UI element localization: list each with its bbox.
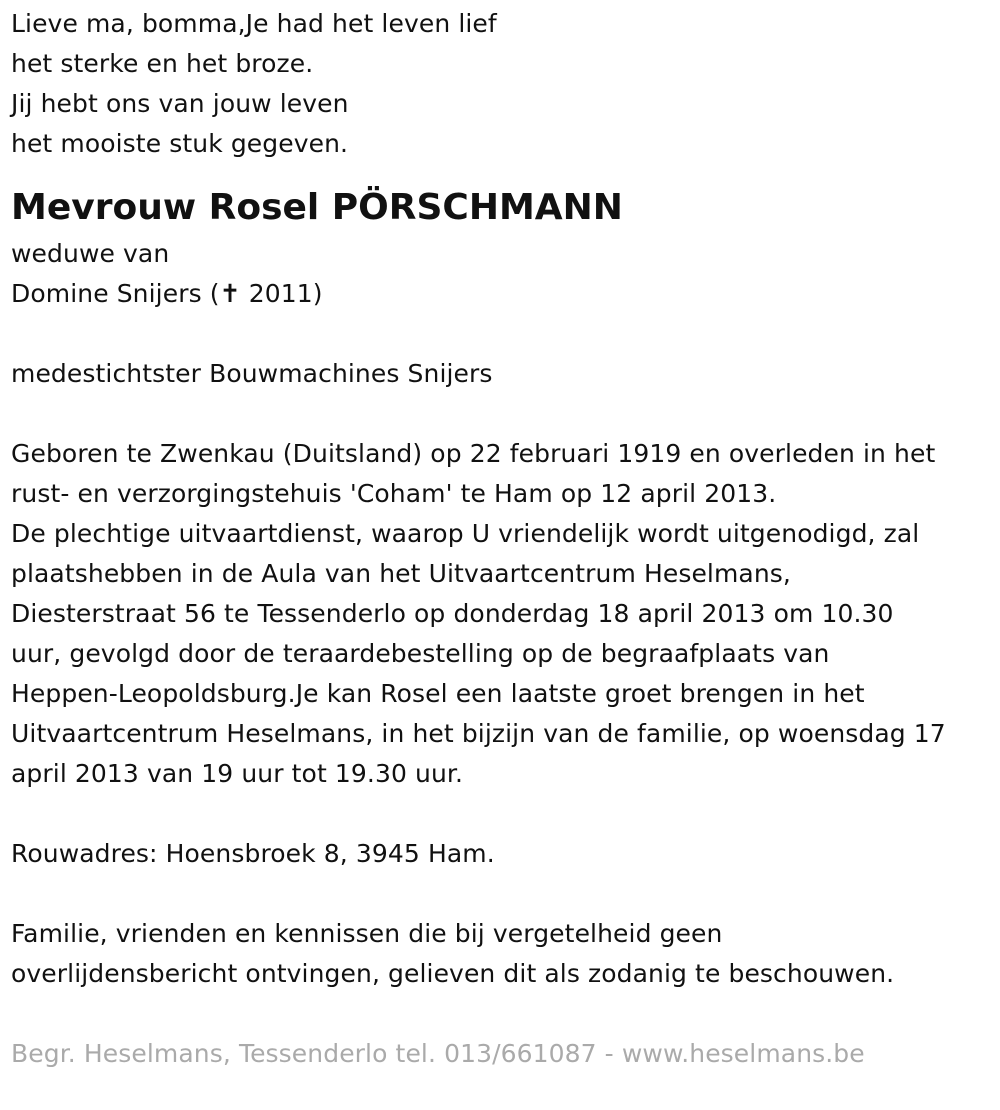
- spacer: [11, 314, 996, 354]
- mourning-address: Rouwadres: Hoensbroek 8, 3945 Ham.: [11, 839, 495, 868]
- poem-line: het mooiste stuk gegeven.: [11, 129, 349, 158]
- announcement-line: plaatshebben in de Aula van het Uitvaartcentrum Heselmans,: [11, 559, 791, 588]
- announcement-line: uur, gevolgd door de teraardebestelling op de begraafplaats van: [11, 639, 830, 668]
- notice-line: overlijdensbericht ontvingen, gelieven dit als zodanig te beschouwen.: [11, 959, 895, 988]
- announcement-line: Geboren te Zwenkau (Duitsland) op 22 februari 1919 en overleden in het: [11, 439, 936, 468]
- funeral-home-footer: Begr. Heselmans, Tessenderlo tel. 013/661087 - www.heselmans.be: [11, 1039, 865, 1068]
- poem: [11, 4, 996, 164]
- poem-line: Lieve ma, bomma,Je had het leven lief: [11, 9, 497, 38]
- deceased-name: Mevrouw Rosel PÖRSCHMANN: [11, 187, 623, 228]
- role-line: medestichtster Bouwmachines Snijers: [11, 359, 493, 388]
- announcement-line: rust- en verzorgingstehuis 'Coham' te Ham op 12 april 2013.: [11, 479, 777, 508]
- announcement-line: Diesterstraat 56 te Tessenderlo op donderdag 18 april 2013 om 10.30: [11, 599, 894, 628]
- spacer: [11, 794, 996, 834]
- relation-line: weduwe van: [11, 239, 170, 268]
- relation-line: Domine Snijers (✝ 2011): [11, 279, 323, 308]
- poem-line: het sterke en het broze.: [11, 49, 314, 78]
- announcement-line: De plechtige uitvaartdienst, waarop U vriendelijk wordt uitgenodigd, zal: [11, 519, 920, 548]
- notice-line: Familie, vrienden en kennissen die bij vergetelheid geen: [11, 919, 723, 948]
- announcement-paragraph: [11, 434, 996, 794]
- announcement-line: Heppen-Leopoldsburg.Je kan Rosel een laatste groet brengen in het: [11, 679, 865, 708]
- relation-block: [11, 234, 996, 314]
- announcement-line: Uitvaartcentrum Heselmans, in het bijzijn van de familie, op woensdag 17: [11, 719, 946, 748]
- announcement-line: april 2013 van 19 uur tot 19.30 uur.: [11, 759, 464, 788]
- spacer: [11, 994, 996, 1034]
- spacer: [11, 874, 996, 914]
- notice-paragraph: [11, 914, 996, 994]
- poem-line: Jij hebt ons van jouw leven: [11, 89, 349, 118]
- spacer: [11, 394, 996, 434]
- obituary-notice: [11, 4, 996, 1074]
